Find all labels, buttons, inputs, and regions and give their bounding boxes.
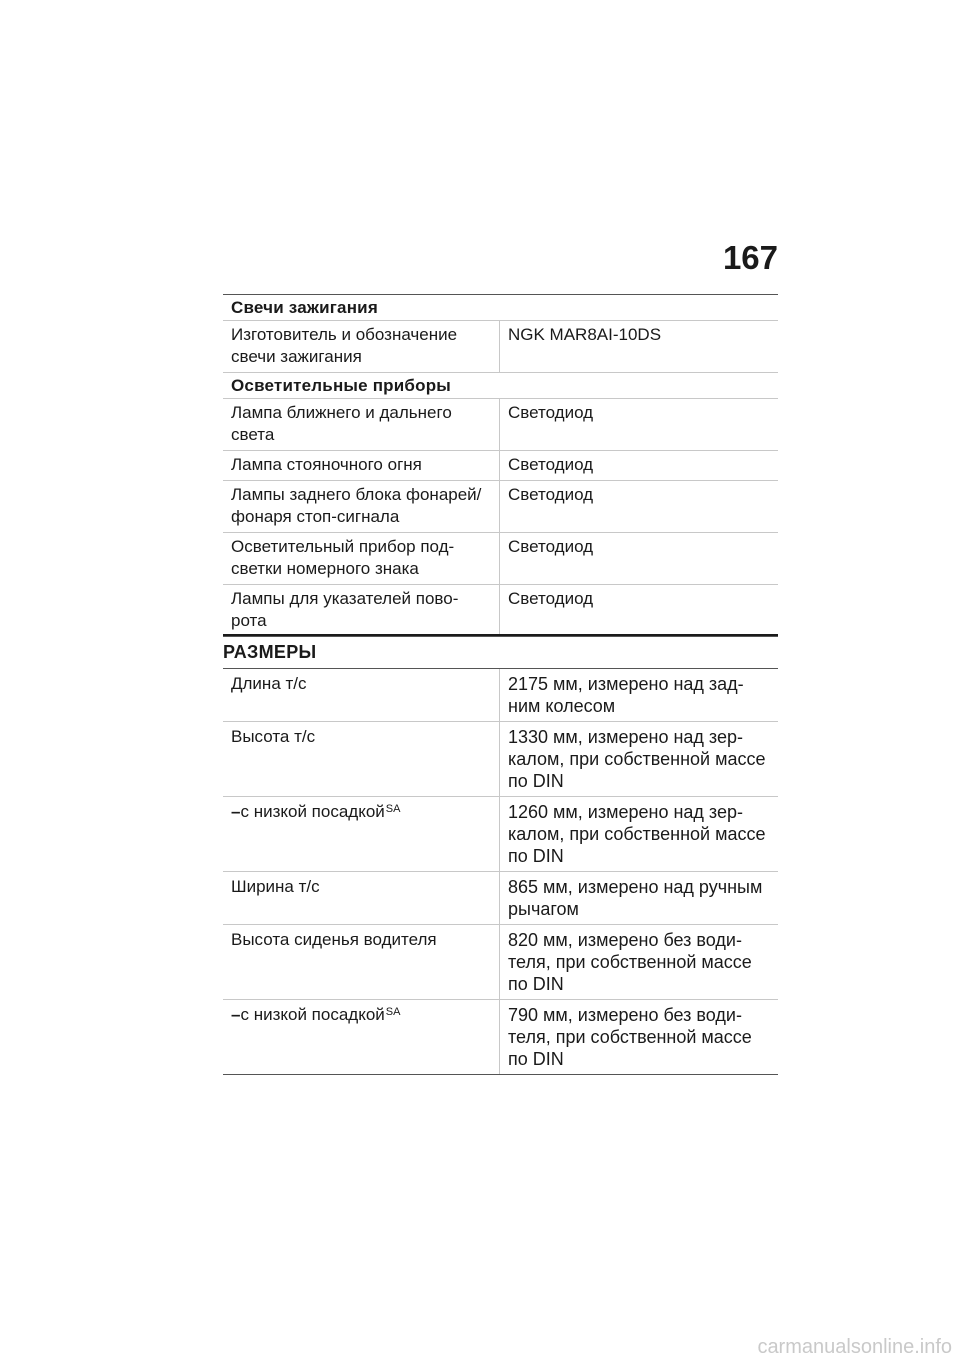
row-label: Лампа стояночного огня — [223, 451, 500, 480]
table-row — [223, 321, 778, 373]
dimensions-heading: РАЗМЕРЫ — [223, 634, 778, 662]
row-value: 1330 мм, измерено над зер- калом, при собственной массе по DIN — [508, 727, 766, 791]
row-label — [223, 1000, 500, 1074]
table-row — [223, 399, 778, 451]
table-row — [223, 1000, 778, 1075]
table-row — [223, 722, 778, 797]
sa-marker: SA — [385, 1006, 401, 1018]
row-label — [223, 797, 500, 871]
page-number: 167 — [722, 239, 778, 276]
row-label-text: с низкой посадкой — [240, 802, 385, 821]
row-label: Осветительный прибор под- светки номерного знака — [223, 533, 500, 584]
row-value: Светодиод — [508, 537, 594, 556]
table-row — [223, 585, 778, 637]
table-row — [223, 481, 778, 533]
row-label: Изготовитель и обозначение свечи зажигания — [223, 321, 500, 372]
dash-marker: – — [231, 1005, 241, 1024]
table-row — [223, 669, 778, 722]
row-value: 790 мм, измерено без води- теля, при собственной массе по DIN — [508, 1005, 752, 1069]
spark-plugs-heading: Свечи зажигания — [223, 295, 778, 321]
table-row — [223, 925, 778, 1000]
table-row — [223, 451, 778, 481]
row-value: NGK MAR8AI-10DS — [508, 325, 662, 344]
dimensions-table — [223, 668, 778, 1075]
row-label: Высота сиденья водителя — [223, 925, 500, 999]
row-label: Ширина т/с — [223, 872, 500, 924]
row-value: Светодиод — [508, 485, 594, 504]
table-row — [223, 872, 778, 925]
table-row — [223, 533, 778, 585]
row-value: 1260 мм, измерено над зер- калом, при собственной массе по DIN — [508, 802, 766, 866]
sa-marker: SA — [385, 803, 401, 815]
row-label: Высота т/с — [223, 722, 500, 796]
row-value: Светодиод — [508, 455, 594, 474]
row-label-text: с низкой посадкой — [240, 1005, 385, 1024]
row-value: 820 мм, измерено без води- теля, при собственной массе по DIN — [508, 930, 752, 994]
row-value: 2175 мм, измерено над зад- ним колесом — [508, 674, 744, 716]
row-value: 865 мм, измерено над ручным рычагом — [508, 877, 763, 919]
watermark: carmanualsonline.info — [757, 1336, 952, 1358]
row-label: Длина т/с — [223, 669, 500, 721]
table-row — [223, 797, 778, 872]
row-label: Лампа ближнего и дальнего света — [223, 399, 500, 450]
spec-table — [223, 294, 778, 637]
lighting-heading: Осветительные приборы — [223, 373, 778, 399]
row-label: Лампы заднего блока фонарей/ фонаря стоп-сигнала — [223, 481, 500, 532]
row-value: Светодиод — [508, 403, 594, 422]
row-label: Лампы для указателей пово- рота — [223, 585, 500, 636]
dash-marker: – — [231, 802, 241, 821]
row-value: Светодиод — [508, 589, 594, 608]
